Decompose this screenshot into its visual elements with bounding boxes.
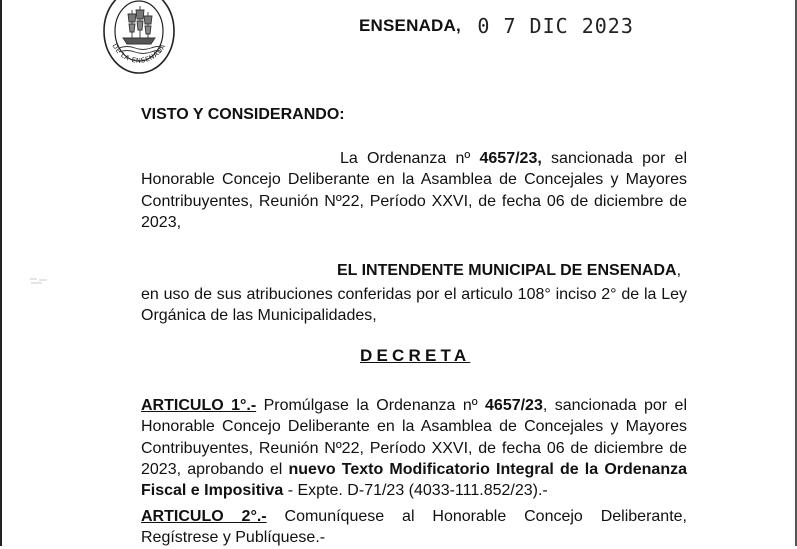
articulo-1-text-2: , sancionada por el Honorable Concejo Deliberante en la Asamblea de Concejales y Mayores Contribuyentes, Reunión Nº22, Período XXVI, de fecha 06 de diciembre de 2023, aprobando el — [141, 397, 688, 478]
intendente-paragraph: en uso de sus atribuciones conferidas por el articulo 108° inciso 2° de la Ley Orgánica de las Municipalidades, — [141, 286, 687, 325]
visto-paragraph — [141, 148, 687, 233]
municipal-seal-logo — [101, 0, 177, 76]
articulo-2-text: Comuníquese al Honorable Concejo Deliberante, Regístrese y Publíquese.- — [141, 508, 687, 547]
articulo-1 — [141, 395, 687, 501]
decreta-heading: DECRETA — [360, 346, 471, 365]
articulo-1-text-3: - Expte. D-71/23 (4033-111.852/23).- — [283, 482, 548, 500]
visto-text-2: sancionada por el Honorable Concejo Deliberante en la Asamblea de Concejales y Mayores Contribuyentes, Reunión Nº22, Período XXVI, de fecha 06 de diciembre de 2023, — [141, 150, 687, 231]
articulo-2 — [141, 506, 687, 549]
intendente-title: EL INTENDENTE MUNICIPAL DE ENSENADA — [337, 262, 677, 279]
articulo-2-label: ARTICULO 2°.- — [141, 508, 267, 525]
articulo-1-ordinance-number: 4657/23 — [485, 397, 543, 414]
date-line — [359, 14, 634, 38]
visto-heading: VISTO Y CONSIDERANDO: — [141, 106, 345, 123]
intendente-heading — [337, 262, 681, 280]
city-name: ENSENADA, — [359, 16, 461, 35]
visto-ordinance-number: 4657/23, — [479, 150, 542, 167]
date-stamp: 0 7 DIC 2023 — [477, 14, 634, 38]
scan-artifact — [28, 276, 50, 286]
visto-text-1: La Ordenanza nº — [340, 150, 480, 167]
articulo-1-text-1: Promúlgase la Ordenanza nº — [256, 397, 486, 414]
intendente-comma: , — [676, 262, 682, 279]
articulo-1-bold-text: nuevo Texto Modificatorio Integral de la Ordenanza Fiscal e Impositiva — [141, 460, 688, 500]
page-edge-left — [0, 0, 2, 546]
seal-bottom-text: DE LA ENSENADA — [110, 42, 168, 65]
articulo-1-label: ARTICULO 1°.- — [141, 397, 257, 414]
